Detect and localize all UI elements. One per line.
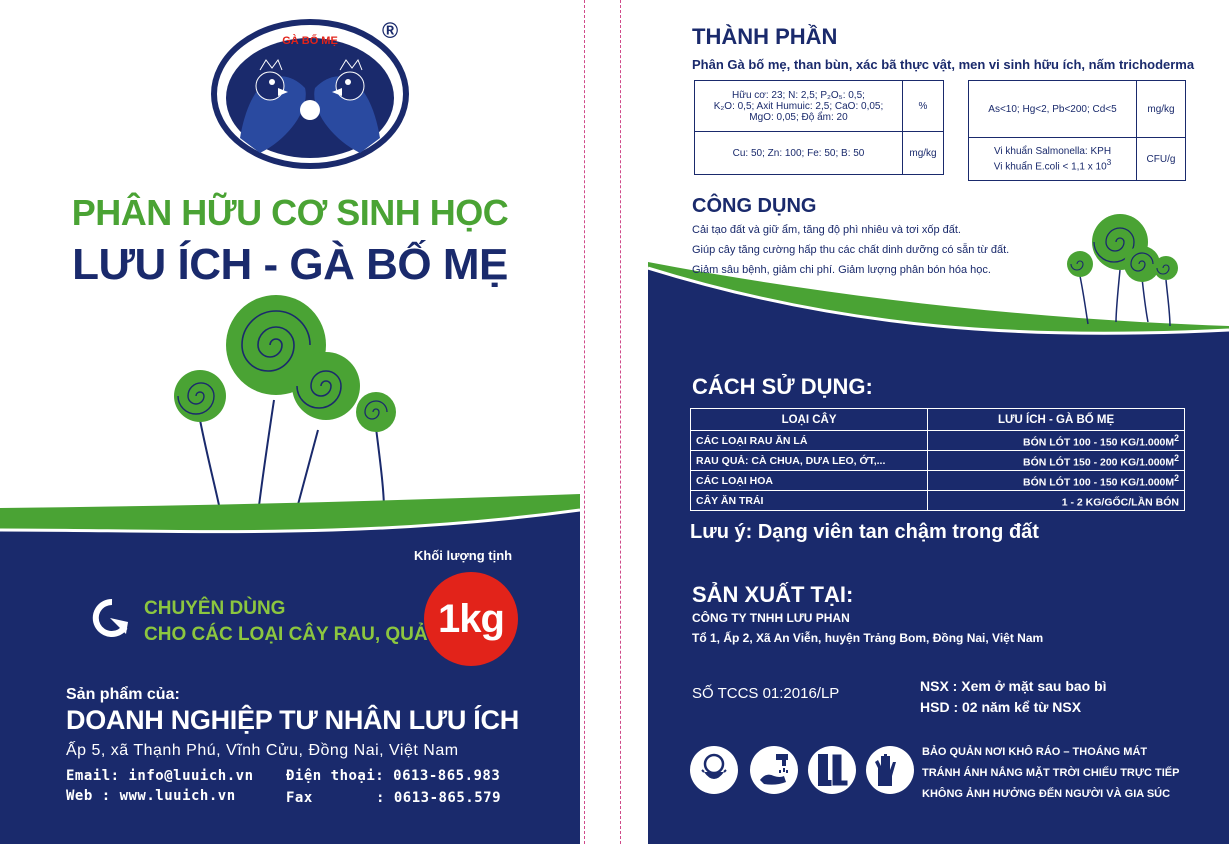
front-panel [0, 0, 580, 844]
back-panel [648, 0, 1229, 844]
heavy-metal-cell: As<10; Hg<2, Pb<200; Cd<5 [969, 81, 1137, 138]
micronutrient-unit: mg/kg [903, 132, 944, 175]
usage-table [690, 408, 1185, 511]
ecoli-exponent: 3 [1106, 156, 1112, 167]
usage-row [691, 451, 1185, 471]
usage-plant: RAU QUẢ: CÀ CHUA, DƯA LEO, ỚT,... [691, 451, 928, 471]
special-use-line1: CHUYÊN DÙNG [144, 598, 286, 619]
fax-label: Fax [286, 790, 313, 806]
company-name: DOANH NGHIỆP TƯ NHÂN LƯU ÍCH [66, 705, 519, 735]
usage-dose: BÓN LÓT 100 - 150 $KG/1.000M^2$ [928, 471, 1185, 491]
special-use-text [144, 596, 428, 648]
fold-line-right [620, 0, 621, 844]
ga-bo-me-logo [210, 18, 410, 170]
product-type-title: PHÂN HỮU CƠ SINH HỌC [71, 192, 509, 233]
ecoli-text [973, 157, 1132, 172]
benefit-line-1: Cải tạo đất và giữ ẩm, tăng độ phì nhiêu và tơi xốp đất. [692, 224, 961, 236]
micronutrient-cell: Cu: 50; Zn: 100; Fe: 50; B: 50 [695, 132, 903, 175]
ecoli-value: Vi khuẩn E.coli < 1,1 x 10 [993, 161, 1107, 173]
net-weight-badge: 1kg [424, 572, 518, 666]
mask-icon [690, 746, 738, 794]
usage-col-plant: LOẠI CÂY [691, 409, 928, 431]
usage-heading: CÁCH SỬ DỤNG: [692, 374, 873, 399]
usage-dose: BÓN LÓT 150 - 200 $KG/1.000M^2$ [928, 451, 1185, 471]
fold-gutter [580, 0, 648, 844]
company-address: Ấp 5, xã Thạnh Phú, Vĩnh Cửu, Đồng Nai, Việt Nam [66, 742, 459, 759]
hsd-text: HSD : 02 năm kể từ NSX [920, 699, 1082, 715]
nutrient-cell [695, 81, 903, 132]
manufacturer-address: Tổ 1, Ấp 2, Xã An Viễn, huyện Trảng Bom, Đồng Nai, Việt Nam [692, 631, 1044, 645]
bacteria-unit: CFU/g [1137, 138, 1186, 181]
quality-q-icon [92, 598, 132, 638]
usage-note: Lưu ý: Dạng viên tan chậm trong đất [690, 521, 1039, 543]
date-info [920, 676, 1107, 718]
nutrient-line2: K₂O: 0,5; Axit Humuic: 2,5; CaO: 0,05; [713, 100, 884, 112]
contaminant-table [968, 80, 1186, 181]
boots-icon [808, 746, 856, 794]
standard-number: SỐ TCCS 01:2016/LP [692, 685, 840, 702]
usage-plant: CÁC LOẠI HOA [691, 471, 928, 491]
bacteria-cell [969, 138, 1137, 181]
email-text: Email: info@luuich.vn [66, 768, 254, 784]
storage-line-3: KHÔNG ẢNH HƯỞNG ĐẾN NGƯỜI VÀ GIA SÚC [922, 788, 1171, 800]
usage-col-dose: LƯU ÍCH - GÀ BỐ MẸ [928, 409, 1185, 431]
usage-plant: CÁC LOẠI RAU ĂN LÁ [691, 431, 928, 451]
storage-line-2: TRÁNH ÁNH NẮNG MẶT TRỜI CHIẾU TRỰC TIẾP [922, 767, 1180, 779]
usage-row [691, 431, 1185, 451]
nutrient-unit: % [903, 81, 944, 132]
usage-row [691, 491, 1185, 511]
benefit-line-3: Giảm sâu bệnh, giảm chi phí. Giảm lượng phân bón hóa học. [692, 264, 991, 276]
gloves-icon [866, 746, 914, 794]
registered-mark: ® [382, 18, 399, 43]
manufacturer-name: CÔNG TY TNHH LƯU PHAN [692, 611, 850, 625]
usage-dose: BÓN LÓT 100 - 150 $KG/1.000M^2$ [928, 431, 1185, 451]
salmonella-text: Vi khuẩn Salmonella: KPH [993, 145, 1112, 157]
phone-text: Điện thoại: 0613-865.983 [286, 768, 501, 784]
usage-dose: 1 - 2 KG/GỐC/LẦN BÓN [928, 491, 1185, 511]
storage-instructions [922, 742, 1179, 805]
composition-heading: THÀNH PHẦN [692, 24, 838, 49]
nutrient-line1: Hữu cơ: 23; N: 2,5; P₂O₅: 0,5; [732, 89, 865, 101]
fold-line-left [584, 0, 585, 844]
usage-plant: CÂY ĂN TRÁI [691, 491, 928, 511]
benefit-line-2: Giúp cây tăng cường hấp thu các chất dinh dưỡng có sẵn từ đất. [692, 244, 1010, 256]
usage-row [691, 471, 1185, 491]
product-of-label: Sản phẩm của: [66, 686, 180, 703]
wash-hands-icon [750, 746, 798, 794]
product-brand-title: LƯU ÍCH - GÀ BỐ MẸ [72, 240, 508, 289]
storage-line-1: BẢO QUẢN NƠI KHÔ RÁO – THOÁNG MÁT [922, 746, 1148, 758]
benefits-heading: CÔNG DỤNG [692, 195, 817, 217]
nutrient-table [694, 80, 944, 175]
special-use-line2: CHO CÁC LOẠI CÂY RAU, QUẢ [144, 624, 428, 645]
net-weight-label: Khối lượng tịnh [414, 548, 513, 563]
heavy-metal-unit: mg/kg [1137, 81, 1186, 138]
small-tree-illustration [1067, 214, 1178, 326]
nsx-text: NSX : Xem ở mặt sau bao bì [920, 678, 1107, 694]
svg-text:GÀ BỐ MẸ: GÀ BỐ MẸ [282, 35, 338, 47]
nutrient-line3: MgO: 0,05; Độ ẩm: 20 [749, 111, 848, 123]
web-text: Web : www.luuich.vn [66, 788, 236, 804]
manufacturer-heading: SẢN XUẤT TẠI: [692, 582, 854, 607]
fax-text: : 0613-865.579 [376, 790, 502, 806]
tree-illustration [174, 295, 396, 514]
ingredients-text: Phân Gà bố mẹ, than bùn, xác bã thực vật, men vi sinh hữu ích, nấm trichoderma [692, 57, 1195, 72]
